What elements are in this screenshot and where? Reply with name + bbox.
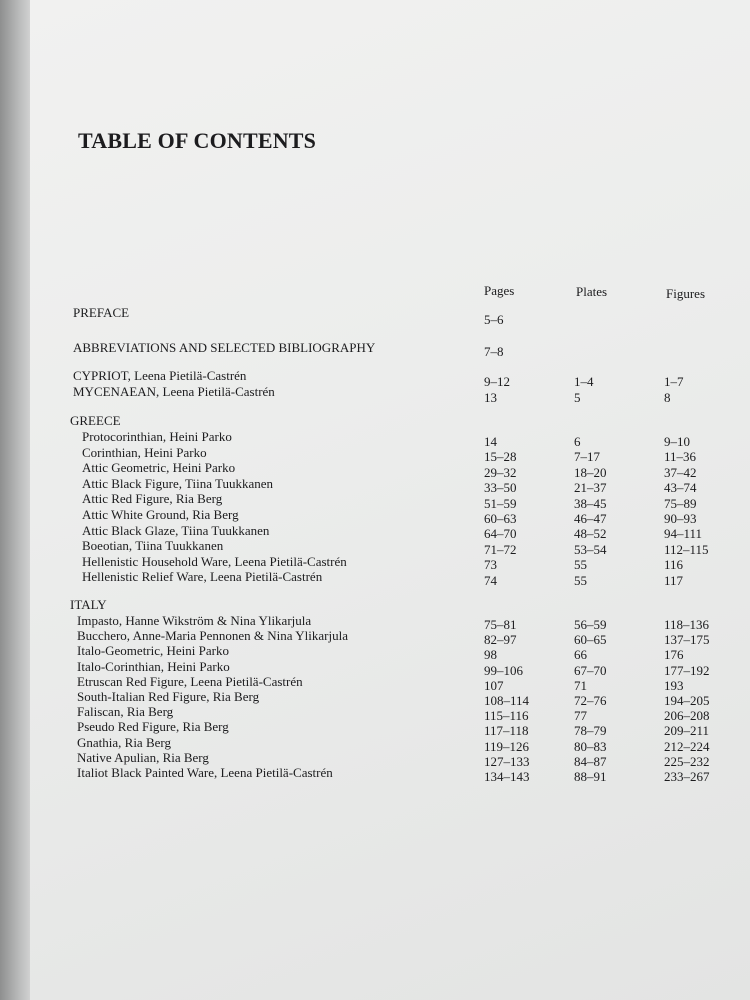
toc-entry-title: Attic Black Figure, Tiina Tuukkanen — [82, 475, 274, 491]
toc-entry-figures: 137–175 — [664, 632, 710, 648]
toc-entry-pages: 107 — [484, 677, 504, 693]
toc-entry-plates: 80–83 — [574, 738, 607, 754]
toc-entry-pages: 29–32 — [484, 464, 517, 480]
toc-entry-title: Pseudo Red Figure, Ria Berg — [77, 719, 229, 735]
toc-entry-pages: 51–59 — [484, 495, 517, 511]
toc-entry-pages: 73 — [484, 557, 497, 573]
toc-entry-title: Boeotian, Tiina Tuukkanen — [82, 538, 224, 554]
toc-entry-plates: 66 — [574, 647, 587, 663]
toc-entry-title: South-Italian Red Figure, Ria Berg — [77, 689, 260, 704]
toc-entry-title: PREFACE — [73, 305, 130, 320]
toc-entry-pages: 7–8 — [484, 344, 504, 359]
toc-entry-title: Native Apulian, Ria Berg — [77, 749, 209, 765]
toc-entry-plates: 72–76 — [574, 693, 607, 708]
toc-entry-pages: 71–72 — [484, 541, 517, 557]
toc-entry-plates: 53–54 — [574, 541, 607, 557]
toc-entry-pages: 99–106 — [484, 662, 523, 678]
toc-entry-title: Hellenistic Relief Ware, Leena Pietilä-Castrén — [82, 569, 323, 585]
toc-entry-pages: 117–118 — [484, 723, 529, 739]
toc-entry-title: Protocorinthian, Heini Parko — [82, 429, 232, 444]
toc-entry-figures: 112–115 — [664, 541, 709, 557]
toc-entry-title: Etruscan Red Figure, Leena Pietilä-Castrén — [77, 673, 303, 689]
toc-entry-plates: 46–47 — [574, 511, 607, 526]
toc-entry-plates: 71 — [574, 677, 587, 693]
toc-entry-figures: 212–224 — [664, 738, 710, 754]
toc-entry-title: Italo-Geometric, Heini Parko — [77, 643, 229, 659]
toc-entry-figures: 194–205 — [664, 693, 710, 708]
toc-entry-figures: 206–208 — [664, 708, 710, 724]
toc-entry-figures: 233–267 — [664, 769, 710, 784]
toc-entry-title: Impasto, Hanne Wikström & Nina Ylikarjula — [77, 613, 312, 628]
toc-entry-pages: 15–28 — [484, 449, 517, 465]
toc-entry-plates: 21–37 — [574, 480, 607, 496]
toc-entry-plates: 88–91 — [574, 769, 607, 784]
toc-entry-figures: 8 — [664, 390, 671, 405]
toc-entry-pages: 75–81 — [484, 617, 517, 632]
section-heading: ITALY — [70, 597, 107, 612]
toc-entry-pages: 33–50 — [484, 480, 517, 496]
toc-entry-pages: 14 — [484, 434, 497, 449]
toc-entry-figures: 43–74 — [664, 480, 697, 496]
toc-entry-plates: 55 — [574, 572, 587, 588]
toc-entry-figures: 37–42 — [664, 464, 697, 480]
column-header-plates: Plates — [576, 284, 608, 299]
toc-entry-figures: 225–232 — [664, 753, 710, 769]
toc-entry-plates: 60–65 — [574, 632, 607, 648]
toc-entry-pages: 127–133 — [484, 753, 530, 769]
toc-entry-pages: 9–12 — [484, 374, 510, 389]
book-gutter — [0, 0, 34, 1000]
toc-entry-title: Faliscan, Ria Berg — [77, 704, 174, 720]
page-title: TABLE OF CONTENTS — [78, 128, 317, 153]
toc-entry-title: CYPRIOT, Leena Pietilä-Castrén — [73, 368, 247, 383]
toc-entry-title: Bucchero, Anne-Maria Pennonen & Nina Ylikarjula — [77, 628, 348, 644]
toc-entry-figures: 75–89 — [664, 495, 697, 511]
toc-entry-pages: 64–70 — [484, 526, 517, 542]
toc-entry-pages: 82–97 — [484, 632, 517, 648]
toc-entry-title: MYCENAEAN, Leena Pietilä-Castrén — [73, 384, 275, 399]
toc-entry-plates: 78–79 — [574, 723, 607, 739]
toc-entry-plates: 5 — [574, 390, 581, 405]
toc-entry-pages: 74 — [484, 572, 497, 588]
toc-entry-title: Corinthian, Heini Parko — [82, 444, 207, 460]
toc-entry-plates: 84–87 — [574, 753, 607, 769]
toc-entry-plates: 48–52 — [574, 526, 607, 542]
toc-entry-plates: 18–20 — [574, 464, 607, 480]
toc-entry-pages: 60–63 — [484, 511, 517, 526]
toc-entry-figures: 193 — [664, 677, 684, 693]
toc-entry-figures: 11–36 — [664, 449, 697, 465]
toc-entry-pages: 134–143 — [484, 769, 530, 784]
toc-entry-title: Italiot Black Painted Ware, Leena Pietilä-Castrén — [77, 765, 333, 780]
toc-entry-plates: 55 — [574, 557, 587, 573]
toc-entry-plates: 1–4 — [574, 374, 594, 389]
toc-entry-title: Hellenistic Household Ware, Leena Pietilä-Castrén — [82, 553, 347, 569]
toc-entry-plates: 6 — [574, 434, 581, 449]
toc-entry-pages: 108–114 — [484, 693, 530, 708]
toc-entry-plates: 77 — [574, 708, 587, 724]
toc-entry-figures: 94–111 — [664, 526, 703, 542]
toc-entry-title: Attic Geometric, Heini Parko — [82, 460, 236, 476]
toc-entry-pages: 13 — [484, 390, 497, 405]
toc-entry-title: Attic White Ground, Ria Berg — [82, 507, 239, 522]
toc-entry-pages: 115–116 — [484, 708, 529, 724]
toc-entry-title: Attic Red Figure, Ria Berg — [82, 491, 223, 507]
toc-entry-plates: 7–17 — [574, 449, 600, 465]
toc-entry-plates: 38–45 — [574, 495, 607, 511]
column-header-pages: Pages — [484, 283, 515, 298]
toc-entry-title: Italo-Corinthian, Heini Parko — [77, 658, 230, 674]
toc-entry-title: ABBREVIATIONS AND SELECTED BIBLIOGRAPHY — [73, 340, 376, 355]
toc-entry-pages: 98 — [484, 647, 497, 663]
toc-entry-figures: 117 — [664, 572, 684, 588]
toc-entry-plates: 67–70 — [574, 662, 607, 678]
toc-entry-figures: 176 — [664, 647, 684, 663]
toc-entry-title: Attic Black Glaze, Tiina Tuukkanen — [82, 522, 270, 538]
toc-entry-figures: 1–7 — [664, 374, 684, 389]
toc-entry-figures: 9–10 — [664, 434, 690, 449]
toc-entry-pages: 5–6 — [484, 312, 504, 327]
toc-entry-plates: 56–59 — [574, 617, 607, 632]
toc-entry-figures: 177–192 — [664, 662, 710, 678]
toc-entry-title: Gnathia, Ria Berg — [77, 734, 171, 750]
column-header-figures: Figures — [666, 286, 705, 301]
toc-entry-figures: 209–211 — [664, 723, 710, 739]
toc-entry-pages: 119–126 — [484, 738, 530, 754]
section-heading: GREECE — [70, 413, 121, 428]
toc-entry-figures: 116 — [664, 557, 684, 573]
toc-entry-figures: 90–93 — [664, 511, 697, 526]
toc-entry-figures: 118–136 — [664, 617, 710, 632]
